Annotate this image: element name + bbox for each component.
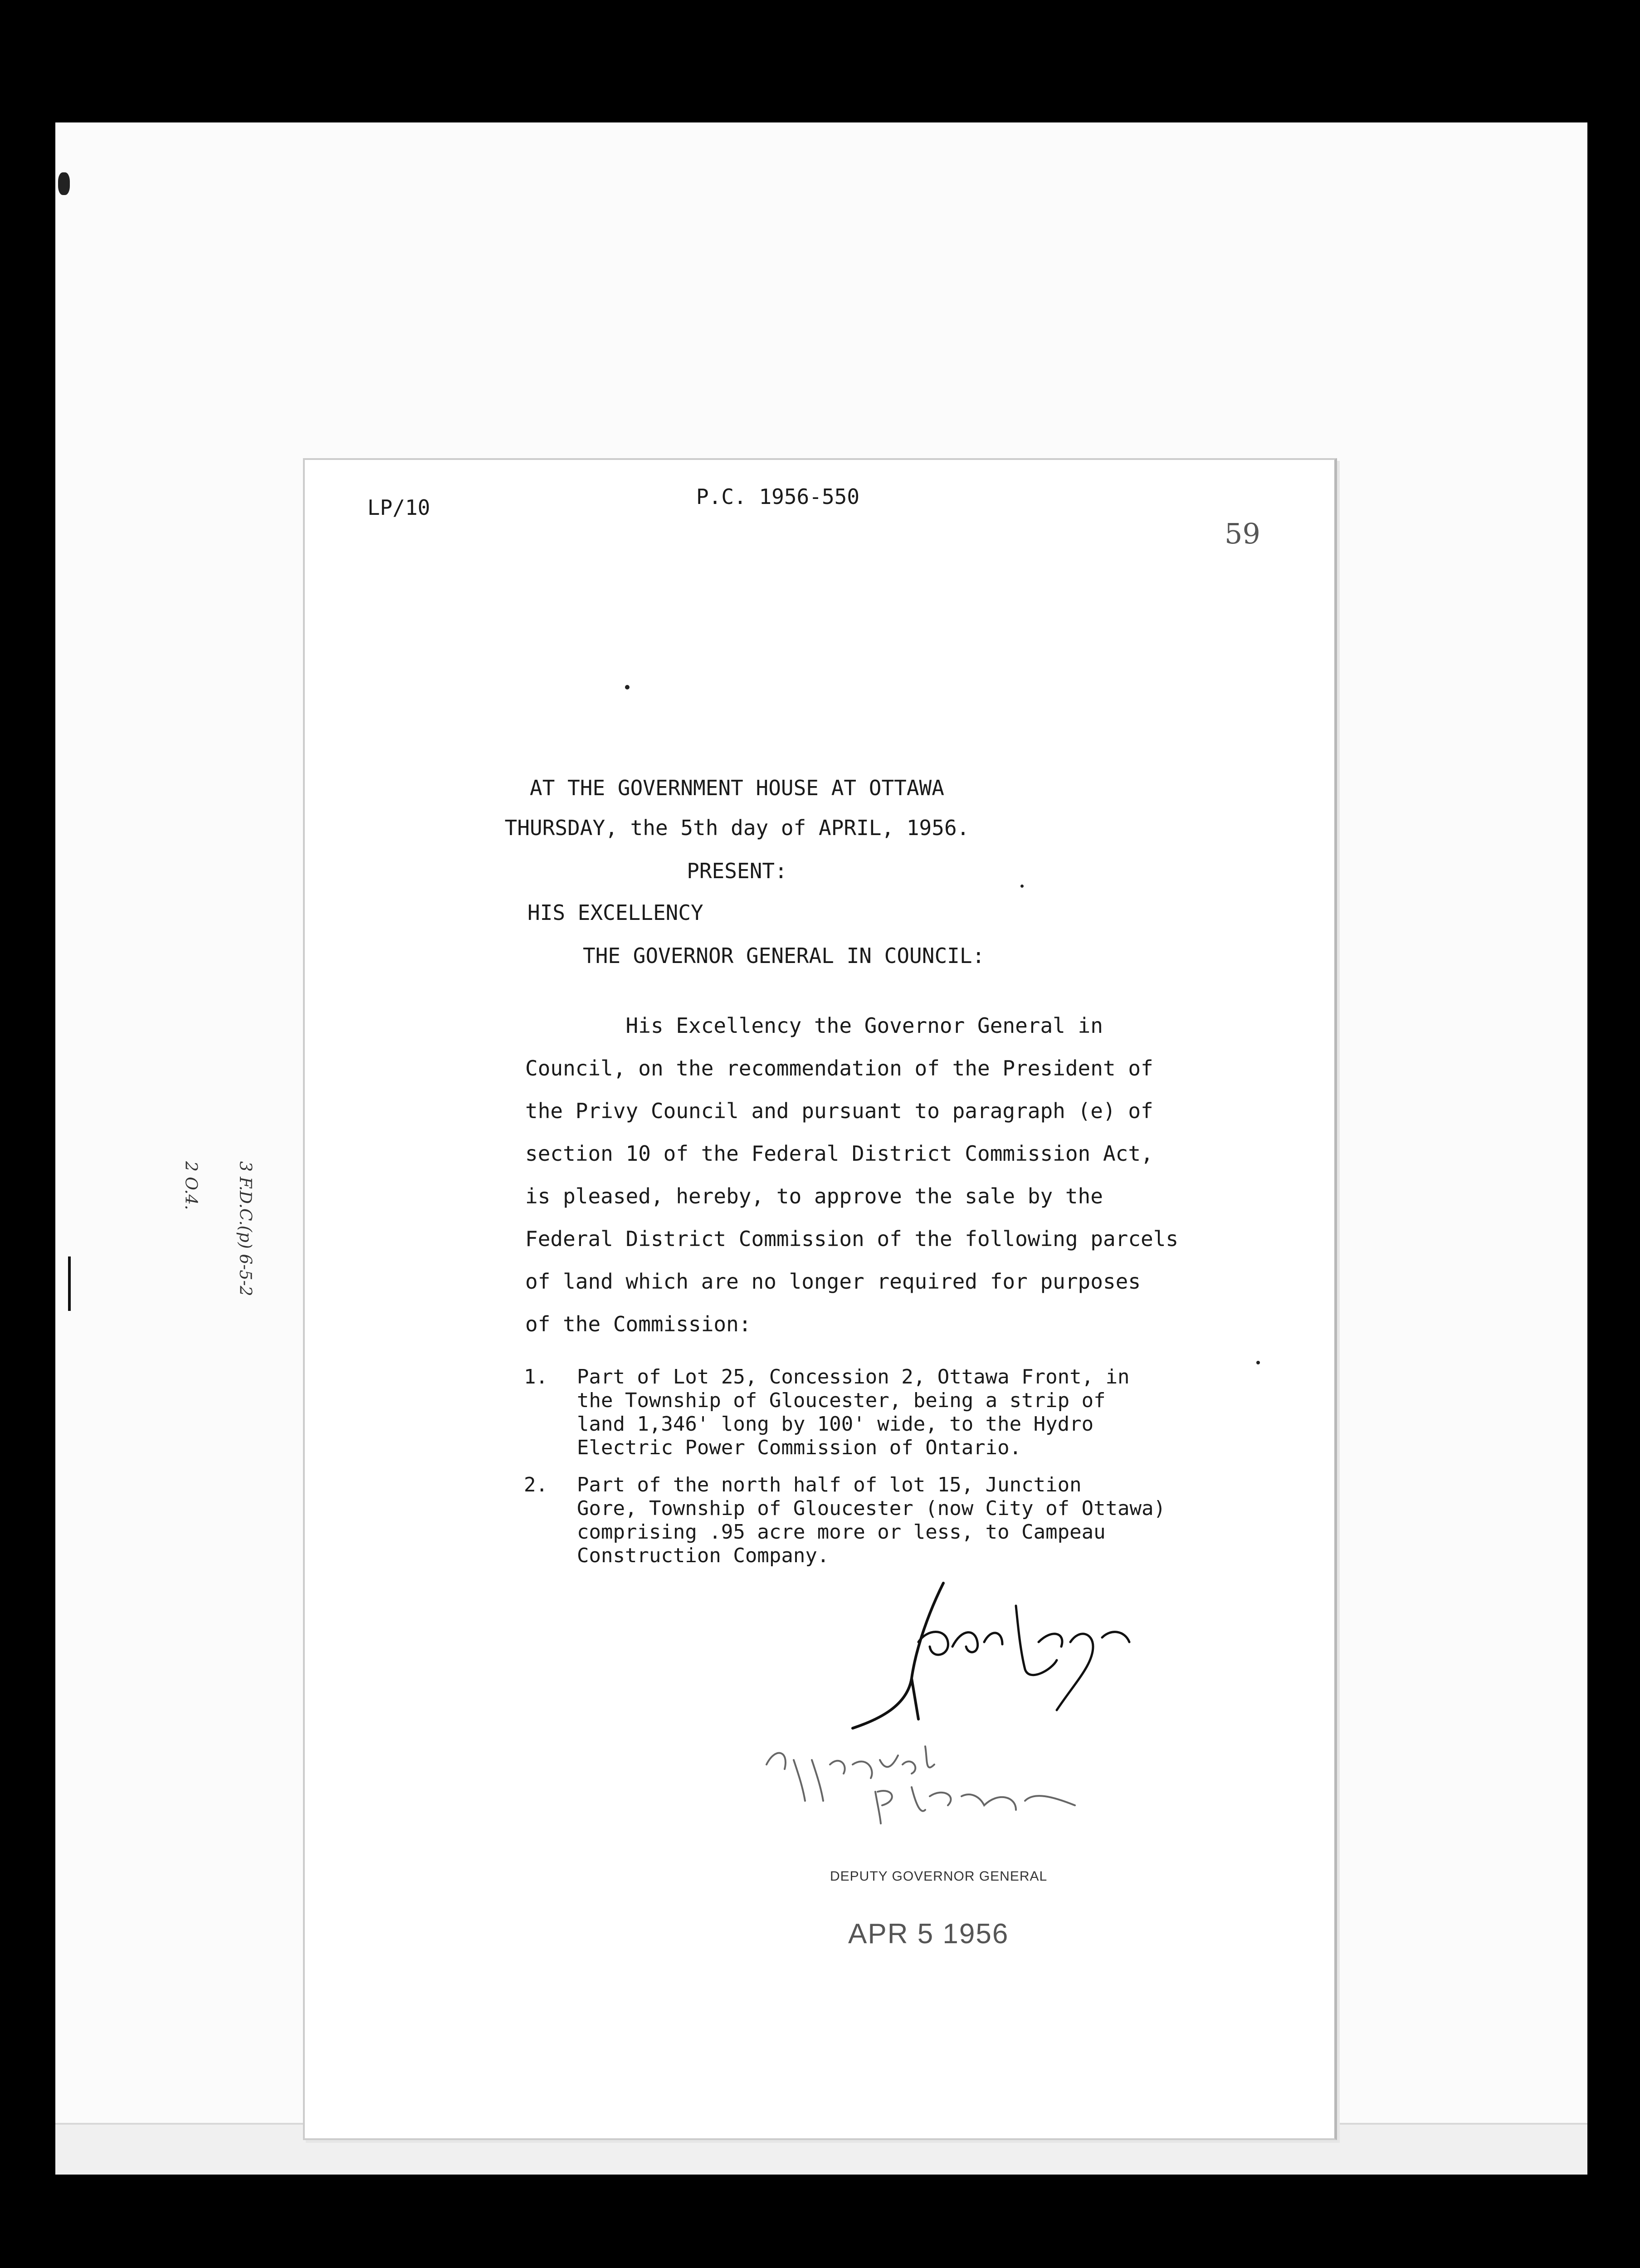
item-line: the Township of Gloucester, being a strip of: [577, 1389, 1106, 1412]
body-line: the Privy Council and pursuant to paragraph (e) of: [525, 1099, 1153, 1123]
item-line: Gore, Township of Gloucester (now City of Ottawa): [577, 1497, 1166, 1520]
item-line: Construction Company.: [577, 1544, 830, 1567]
body-line: Federal District Commission of the following parcels: [525, 1227, 1179, 1251]
item-line: comprising .95 acre more or less, to Campeau: [577, 1520, 1106, 1544]
item-line: land 1,346' long by 100' wide, to the Hydro: [577, 1413, 1094, 1436]
order-number: P.C. 1956-550: [696, 484, 860, 509]
margin-mark: [68, 1256, 71, 1311]
item-line: Part of Lot 25, Concession 2, Ottawa Front, in: [577, 1365, 1130, 1388]
body-line: is pleased, hereby, to approve the sale by the: [525, 1184, 1103, 1208]
body-line: Council, on the recommendation of the President of: [525, 1056, 1153, 1080]
margin-note: [163, 1161, 290, 1296]
item-line: Part of the north half of lot 15, Junction: [577, 1473, 1082, 1496]
heading-date: THURSDAY, the 5th day of APRIL, 1956.: [504, 816, 970, 840]
heading-place: AT THE GOVERNMENT HOUSE AT OTTAWA: [530, 776, 944, 800]
body-line: His Excellency the Governor General in: [525, 1013, 1103, 1038]
item-number: 1.: [524, 1365, 548, 1388]
signature-jean-lesage: [839, 1574, 1147, 1737]
approved-handwritten-note: [762, 1737, 1079, 1828]
margin-note-line: 2 O.4.: [181, 1161, 200, 1210]
paper-speck: [625, 685, 630, 689]
body-line: of the Commission:: [525, 1312, 752, 1336]
binding-hole-shadow: [58, 172, 70, 195]
his-excellency: HIS EXCELLENCY: [527, 900, 703, 925]
item-line: Electric Power Commission of Ontario.: [577, 1436, 1022, 1459]
paper-speck: [1256, 1361, 1260, 1364]
item-number: 2.: [524, 1473, 548, 1496]
body-line: section 10 of the Federal District Commission Act,: [525, 1141, 1153, 1166]
governor-general-in-council: THE GOVERNOR GENERAL IN COUNCIL:: [583, 943, 985, 968]
file-reference: LP/10: [367, 495, 430, 520]
margin-note-line: 3 F.D.C.(p) 6-5-2: [236, 1161, 254, 1296]
body-line: of land which are no longer required for purposes: [525, 1269, 1141, 1294]
heading-present: PRESENT:: [687, 859, 787, 883]
page-number: 59: [1225, 517, 1260, 550]
stamp-date: APR 5 1956: [848, 1918, 1009, 1950]
deputy-governor-general-stamp: DEPUTY GOVERNOR GENERAL: [830, 1869, 1048, 1884]
order-in-council-sheet: [303, 458, 1337, 2140]
paper-speck: [1020, 885, 1024, 888]
